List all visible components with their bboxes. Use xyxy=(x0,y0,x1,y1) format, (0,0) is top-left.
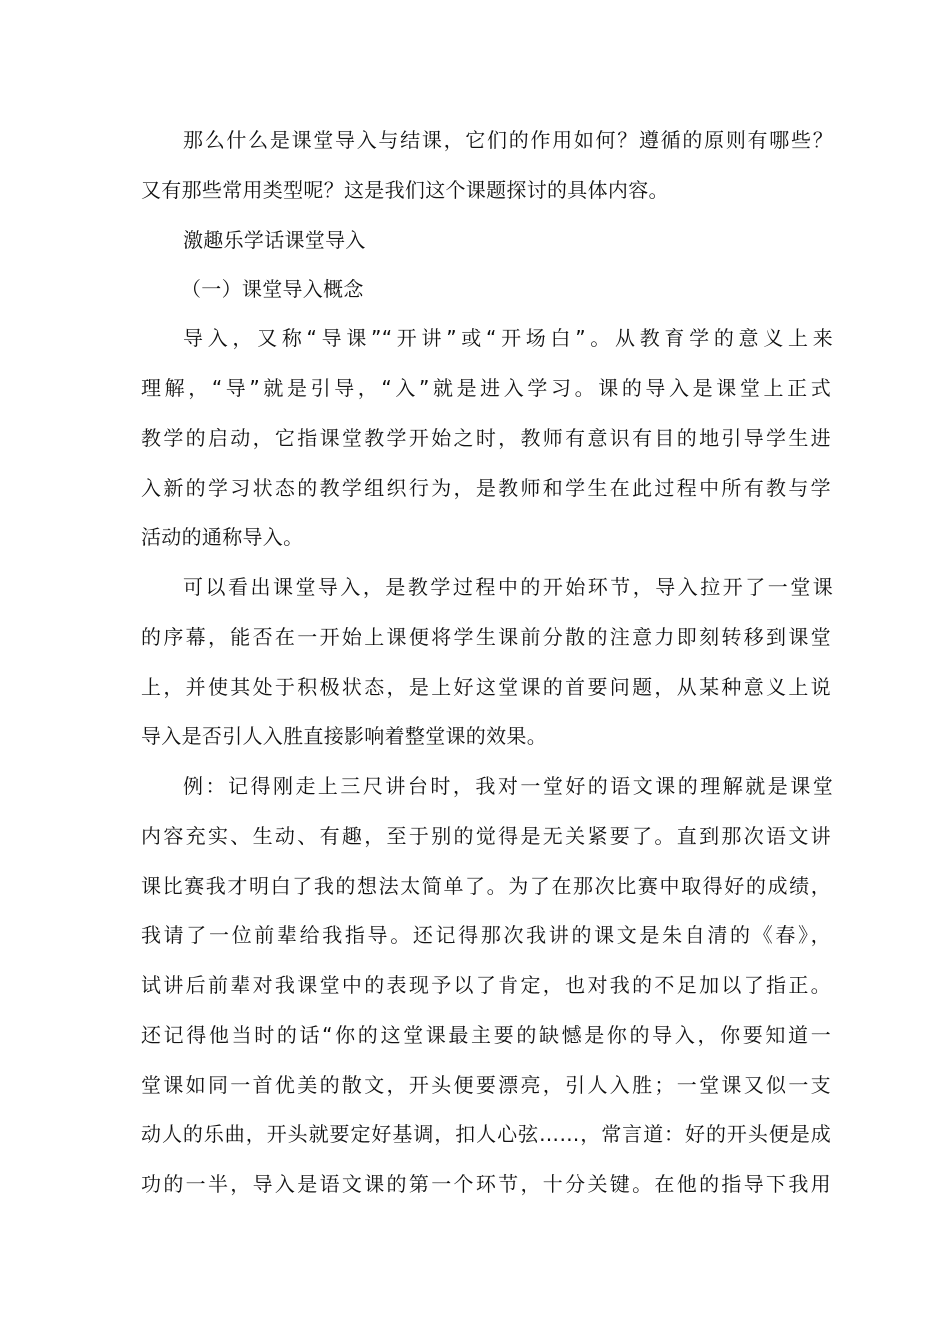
text-line: 的序幕，能否在一开始上课便将学生课前分散的注意力即刻转移到课堂 xyxy=(141,625,831,649)
text-line: 可以看出课堂导入，是教学过程中的开始环节，导入拉开了一堂课 xyxy=(183,575,833,599)
text-line: 功的一半，导入是语文课的第一个环节，十分关键。在他的指导下我用 xyxy=(141,1172,831,1196)
text-line: 试讲后前辈对我课堂中的表现予以了肯定，也对我的不足加以了指正。 xyxy=(141,973,831,997)
text-line: 理解，“导”就是引导，“入”就是进入学习。课的导入是课堂上正式 xyxy=(141,376,831,400)
text-line: 那么什么是课堂导入与结课，它们的作用如何？遵循的原则有哪些？ xyxy=(183,128,833,152)
section-heading: 激趣乐学话课堂导入 xyxy=(183,228,366,252)
text-line: 上，并使其处于积极状态，是上好这堂课的首要问题，从某种意义上说 xyxy=(141,675,831,699)
text-line: 动人的乐曲，开头就要定好基调，扣人心弦……，常言道：好的开头便是成 xyxy=(141,1122,831,1146)
subsection-heading: （一）课堂导入概念 xyxy=(181,277,364,301)
text-line: 入新的学习状态的教学组织行为，是教师和学生在此过程中所有教与学 xyxy=(141,476,831,500)
text-line: 堂课如同一首优美的散文，开头便要漂亮，引人入胜；一堂课又似一支 xyxy=(141,1073,831,1097)
text-line: 课比赛我才明白了我的想法太简单了。为了在那次比赛中取得好的成绩， xyxy=(141,874,831,898)
text-line: 我请了一位前辈给我指导。还记得那次我讲的课文是朱自清的《春》， xyxy=(141,923,831,947)
text-line: 内容充实、生动、有趣，至于别的觉得是无关紧要了。直到那次语文讲 xyxy=(141,824,831,848)
text-line: 活动的通称导入。 xyxy=(141,525,304,549)
text-line: 导入，又称“导课”“开讲”或“开场白”。从教育学的意义上来 xyxy=(183,326,833,350)
text-line: 例：记得刚走上三尺讲台时，我对一堂好的语文课的理解就是课堂 xyxy=(183,774,833,798)
text-line: 又有那些常用类型呢？这是我们这个课题探讨的具体内容。 xyxy=(141,178,669,202)
text-line: 还记得他当时的话“你的这堂课最主要的缺憾是你的导入，你要知道一 xyxy=(141,1023,831,1047)
text-line: 导入是否引人入胜直接影响着整堂课的效果。 xyxy=(141,724,547,748)
text-line: 教学的启动，它指课堂教学开始之时，教师有意识有目的地引导学生进 xyxy=(141,426,831,450)
